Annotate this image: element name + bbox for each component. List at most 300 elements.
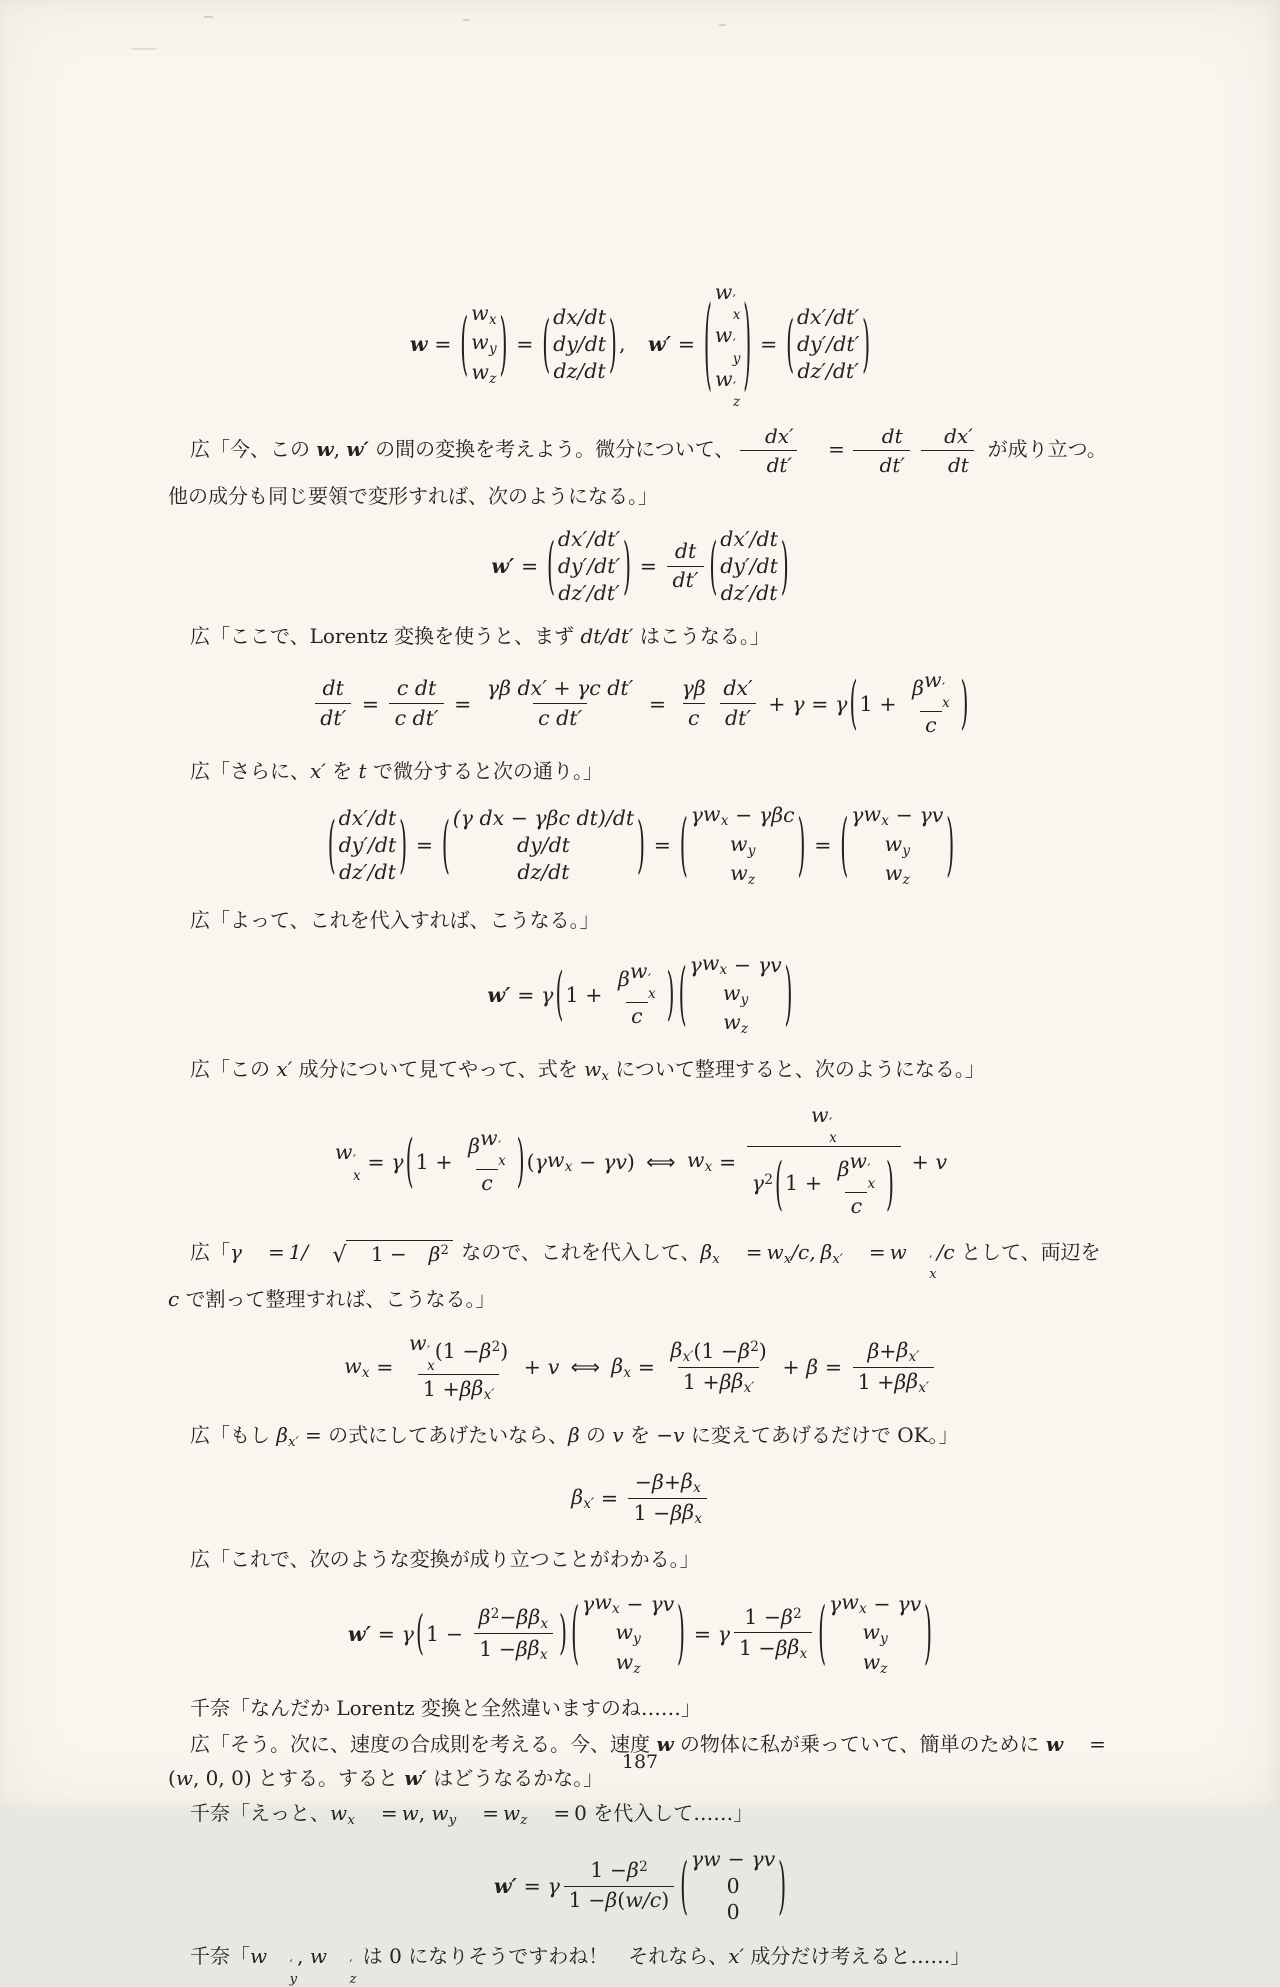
text-run: 広「ここで、Lorentz 変換を使うと、まず [190,624,581,649]
math-run: x′ [310,758,326,783]
close-paren: ) [780,529,789,602]
math-subscripted [547,1148,572,1175]
math-run: γv [757,952,782,977]
math-fraction [564,1857,675,1915]
math-run: dy′/dt′ [557,554,621,579]
vector-row [691,1846,775,1873]
math-bold-vector: w′ [404,1766,427,1790]
math-operator: = [719,1149,737,1174]
math-subscripted [862,1619,887,1649]
vector-row [691,801,795,831]
math-run: dy/dt [553,331,607,356]
text-run: (1 − [434,1338,480,1363]
math-subscript: x′ [908,1349,920,1366]
math-subscript: x [704,1159,713,1176]
math-fraction [473,1603,553,1664]
vector-rows [555,526,623,606]
math-base: β [428,1241,441,1266]
text-run: 広「 [190,1239,230,1264]
math-subscript: x [539,1646,548,1663]
math-primed-subscripted [849,1148,875,1191]
vector-row [339,805,397,832]
math-superscript: 2 [491,1339,501,1356]
math-subscript: x [694,1511,702,1528]
math-run: β [459,1377,472,1402]
vector-row [553,331,606,358]
math-run: c dt [396,676,437,701]
vector-rows [468,300,499,389]
math-subscripted [682,1499,702,1528]
math-base: β [896,1338,909,1363]
vector-row [863,1649,888,1679]
vector-row [558,553,620,580]
math-base: w [849,1148,867,1173]
math-run: dx/dt [553,305,607,330]
math-group [849,667,968,741]
math-run: γv [897,1591,922,1616]
math-run: c [925,713,937,738]
math-operator: = [745,1239,763,1264]
math-primed-subscripted [335,1140,361,1182]
math-base: w [863,801,881,826]
math-base: w [615,1619,633,1644]
vector-rows [579,1589,677,1678]
vector-row [727,1899,740,1926]
vector-rows [336,805,399,885]
math-scripts [733,381,741,409]
vector-row [885,860,910,890]
math-subscript: z [489,371,497,388]
math-operator: = [637,1355,655,1380]
denominator [389,703,443,732]
math-fraction [667,537,703,595]
open-paren: ( [679,804,688,885]
math-subscripted [471,300,496,330]
math-subscript: x′ [682,1349,694,1366]
math-run: x′ [276,1057,293,1082]
math-operator: = [693,1621,712,1646]
math-run: dt [674,538,697,563]
math-scripts [498,1140,506,1168]
vector-row [797,304,859,331]
vector-rows [688,1846,778,1926]
math-operator: = [811,691,829,716]
vector-row [471,329,496,359]
math-fraction [734,1604,813,1664]
math-subscript: x [601,1068,609,1084]
math-operator: = [639,554,657,579]
math-operator: − [873,1591,891,1616]
math-base: w [330,1801,348,1826]
vector-row [723,1009,748,1039]
text-run: 広「そう。次に、速度の合成則を考える。今、速度 [190,1731,657,1756]
math-scripts [327,1959,356,1987]
math-run: c dt′ [394,705,439,730]
denominator [740,450,797,479]
math-run: γ [547,1874,560,1898]
math-subscripted [766,1239,792,1267]
math-subscript: x′ [918,1380,930,1397]
math-run: dz′/dt [720,580,778,605]
math-subscript: z [520,1813,528,1829]
math-operator: = [516,332,534,357]
math-scripts [829,1117,837,1145]
open-paren: ( [415,1605,424,1661]
text-run: 1 [859,691,873,716]
math-fraction [917,422,978,479]
math-run: β [516,1605,529,1630]
text-run: で割って整理すれば、こうなる。」 [179,1287,496,1312]
text-run: ) [661,1887,670,1912]
numerator [670,537,702,565]
math-bold-vector: w′ [648,332,672,357]
close-paren: ) [862,307,871,380]
vector-row [862,1619,887,1649]
math-group [775,1147,894,1221]
math-subscript: x [361,1364,370,1381]
vector-row [582,1589,674,1619]
math-base: w [615,1649,634,1674]
math-base: β [528,1604,541,1629]
math-run: β [894,1370,907,1395]
math-scripts [942,682,950,710]
math-base: w [714,323,733,348]
math-primed-subscripted [715,366,740,409]
close-paren: ) [743,283,752,402]
math-base: β [820,1239,833,1264]
open-paren: ( [774,1150,783,1217]
text-run: 0 [726,1900,740,1925]
denominator [474,1633,553,1664]
numerator [739,1604,807,1632]
math-fraction [463,1125,511,1199]
math-run: dz′/dt′ [558,580,620,605]
math-run: γw [690,1847,721,1872]
math-run: dy/dt [516,833,570,857]
math-subscripted [616,1649,641,1679]
prime-mark: ′ [352,1153,357,1170]
close-paren: ) [677,1592,686,1673]
math-base: w [503,1801,521,1826]
math-run: c [631,1004,643,1029]
math-operator: − [733,952,752,977]
text-run: 広「もし [190,1423,277,1448]
close-paren: ) [516,1127,525,1194]
math-run: dx′/dt [720,527,778,552]
text-run: はこうなる。」 [633,624,770,649]
math-run: dx′ [944,423,973,448]
math-operator: − [579,1149,597,1174]
math-primed-subscripted [811,1102,837,1145]
math-run: β [618,967,630,992]
math-run: γ [391,1149,404,1174]
text-run: 成分について見てやって、式を [292,1057,585,1082]
math-bold-vector: w′ [493,1874,517,1898]
math-run: c [687,705,700,730]
math-base: w [714,280,733,304]
math-run: dz′/dt [339,859,396,884]
text-run: が成り立つ。他の成分も同じ要領で変形すれば、次のようになる。」 [168,437,1107,509]
math-subscript: x′ [743,1380,755,1397]
math-primed-subscripted [715,322,741,365]
text-run: 1 [785,1171,799,1196]
text-run: 1 [415,1149,429,1174]
text-run: 1 + [857,1370,895,1395]
math-superscripted [738,1338,759,1366]
dialogue-hiro-rearrange [168,1052,1114,1089]
math-subscripted [841,1589,866,1619]
math-base: w [546,1148,565,1173]
close-paren: ) [960,669,969,736]
vector-rows [848,801,946,890]
numerator [463,1125,511,1169]
math-run: dx′/dt [338,806,397,831]
text-run: 1 − [738,1635,776,1660]
math-operator: = [653,833,671,858]
eq-dt-ratio [168,667,1114,741]
math-fraction [404,1330,513,1405]
radical-sign: √ [332,1242,347,1269]
math-run: β [468,1134,481,1159]
vector-row [689,950,781,980]
text-run: 広「さらに、 [190,758,310,783]
math-run: β [912,676,924,701]
open-paren: ( [709,529,718,602]
math-run: γ [835,691,848,716]
math-subscripted [723,980,748,1010]
math-run: γ [717,1621,731,1646]
text-run: 1 − [590,1858,627,1883]
open-paren: ( [460,303,469,384]
math-operator: = [1089,1731,1106,1756]
math-sqrt [310,1240,453,1269]
vector-row [720,553,778,580]
vector-row [720,526,778,553]
math-scripts [732,294,740,322]
math-operator: = [517,982,535,1007]
eq-betaxprime [168,1468,1114,1529]
group-content [424,1603,559,1664]
math-base: w [431,1801,449,1826]
math-run: dz′/dt′ [797,358,859,383]
open-paren: ( [546,529,555,602]
vector-row [797,331,859,358]
prime-mark: ′ [732,293,736,310]
math-subscripted [584,1057,609,1084]
vector-rows [712,279,743,409]
math-primed-subscripted [480,1125,506,1168]
math-superscripted [781,1604,802,1632]
text-run: を [325,758,359,783]
math-base: w [889,1239,907,1264]
math-subscript: x [712,1251,720,1267]
open-paren: ( [542,307,551,380]
numerator [630,1468,706,1498]
dialogue-hiro-transform-intro [168,422,1114,513]
vector-row [553,358,605,385]
math-base: β [906,1369,919,1394]
math-subscript: x′ [288,1435,299,1450]
text-run: 広「よって、これを代入すれば、こうなる。」 [190,907,600,932]
math-run: dz/dt [517,859,570,884]
denominator [315,703,351,732]
math-operator: = [648,691,667,716]
math-subscripted [528,1635,548,1664]
text-run: とする。すると [251,1766,405,1790]
math-subscript: x [881,812,889,829]
open-paren: ( [703,283,712,402]
math-fraction [853,1337,935,1398]
numerator [585,1857,653,1885]
math-base: β [471,1376,484,1401]
math-subscript: z [733,394,741,411]
math-operator: = [828,437,845,462]
close-paren: ) [637,808,645,881]
denominator [921,450,974,479]
math-subscripted [681,1468,701,1497]
math-operator: − [626,1591,644,1616]
vector-row [339,859,396,886]
math-subscript: x [540,1615,549,1632]
close-paren: ) [558,1605,567,1661]
text-run: , [418,1801,432,1826]
math-operator: = [760,332,778,357]
math-superscript: 2 [440,1243,449,1259]
math-operator: + [782,1355,800,1380]
math-subscript: x [720,812,729,829]
text-run: 0 [726,1873,740,1898]
math-base: w [722,980,741,1005]
math-operator: = [454,691,472,716]
text-run: 1 − [370,1241,407,1266]
math-subscript: x [693,1480,701,1497]
math-subscripted [820,1239,843,1267]
math-subscripted [723,1009,748,1039]
math-run: dt [322,676,344,701]
numerator [665,1337,772,1367]
eq-dxprime-vector [168,801,1114,890]
math-subscripted [863,1649,888,1679]
math-primed-subscripted [309,1943,357,1987]
math-subscript: y [488,341,497,358]
math-superscripted [480,1338,501,1366]
math-operator: = [267,1239,285,1264]
math-run: β [568,1423,580,1448]
denominator [476,1169,498,1198]
text-run: の物体に私が乗っていて、簡単のために [673,1731,1046,1756]
vector-row [723,980,748,1010]
math-operator: = [415,833,434,858]
math-superscript: 2 [639,1858,648,1875]
math-run: β [605,1887,618,1912]
math-operator: + [523,1355,541,1380]
open-paren: ( [555,960,564,1027]
math-subscript: x [799,1645,808,1662]
text-run: ( [617,1887,626,1912]
math-run: dx′ [764,423,794,448]
eq-beta-addition [168,1330,1114,1405]
denominator [853,1367,935,1398]
math-vector [547,526,631,606]
open-paren: ( [327,808,336,881]
math-subscripted [732,1368,755,1397]
math-subscript: x [488,311,497,328]
text-run: はどうなるかな。」 [426,1766,604,1790]
math-subscripted [344,1354,369,1381]
math-subscript: x [859,1601,867,1618]
dialogue-hiro-sign-flip [168,1418,1114,1455]
math-operator: = [814,833,832,858]
denominator [845,1192,867,1221]
math-fraction [665,1337,772,1398]
numerator [613,958,661,1002]
close-paren: ) [666,960,675,1027]
math-run: β [837,1156,850,1181]
math-run: dx′/dt′ [796,305,860,330]
math-scripts [867,1163,875,1191]
denominator [720,703,756,732]
math-superscripted [752,1170,773,1198]
math-subscript: x′ [583,1495,595,1512]
math-base: w [862,1649,881,1674]
prime-mark: ′ [732,336,736,353]
math-operator: = [677,332,696,357]
math-vector [328,805,407,885]
math-subscript: x [783,1251,792,1267]
math-subscript: z [880,1660,888,1677]
math-fraction [747,1102,902,1222]
math-run: γ [689,952,702,977]
math-run: c dt′ [538,705,583,730]
math-subscript: x [867,1176,876,1193]
math-base: w [714,366,733,391]
vector-rows [687,950,785,1039]
math-base: w [250,1943,268,1968]
math-subscript: x [929,1267,937,1283]
text-run: , 0, 0) [192,1766,252,1790]
math-base: w [923,668,942,693]
text-run: は 0 になりそうですわね！ それなら、 [356,1943,729,1968]
math-subscripted [730,831,755,861]
math-bold-vector: w [409,332,428,357]
math-bold-vector: w [1045,1731,1064,1756]
math-run: dx′/dt′ [557,527,621,552]
dialogue-hiro-substitute [168,903,1114,937]
math-run: γv [919,803,944,828]
numerator [862,1337,924,1367]
math-run: γv [751,1847,776,1872]
text-run: , [618,332,626,357]
math-subscripted [787,1634,807,1663]
close-paren: ) [946,804,955,885]
math-operator: = [600,1486,619,1511]
denominator [734,1632,813,1663]
math-primed-subscripted [715,279,741,322]
math-bold-vector: w [316,437,334,462]
math-primed-subscripted [630,958,656,1001]
math-vector [542,304,617,384]
math-base: w [471,360,489,385]
math-base: w [884,831,903,856]
math-base: w [862,1619,880,1644]
vector-row [727,1873,740,1900]
math-base: w [471,330,489,355]
math-vector [704,279,751,409]
vector-row [517,832,570,859]
math-run: γ [581,1591,595,1616]
denominator [920,711,942,740]
text-run: の間の変換を考えよう。微分について、 [368,437,735,462]
